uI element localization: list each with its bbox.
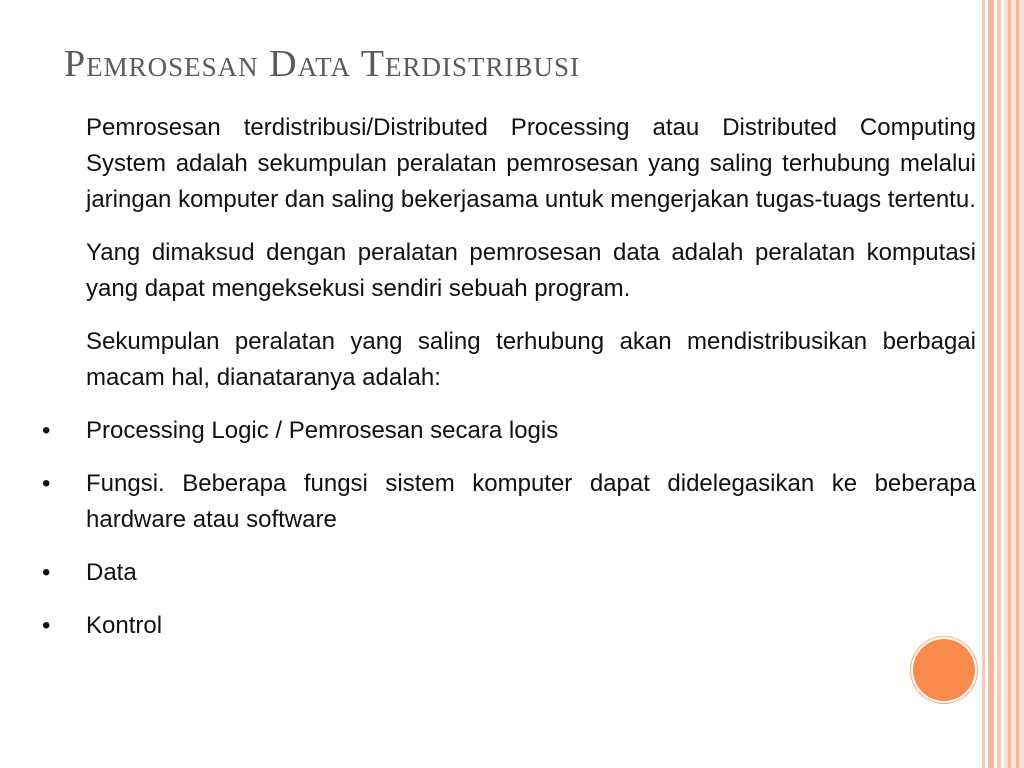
paragraph: Sekumpulan peralatan yang saling terhubung akan mendistribusikan berbagai macam hal, dianataranya adalah: [86,328,976,391]
decorative-stripe [1016,0,1019,768]
bullet-icon: • [42,417,51,444]
bullet-list [40,413,976,644]
bullet-item [40,555,976,591]
decorative-stripe [997,0,1001,768]
bullet-item [40,608,976,644]
bullet-text: Data [86,559,137,586]
slide-body [40,110,976,661]
slide-title: Pemrosesan Data Terdistribusi [64,43,580,85]
bullet-text: Kontrol [86,612,163,639]
bullet-icon: • [42,559,51,586]
bullet-text: Processing Logic / Pemrosesan secara logis [86,417,559,444]
paragraph: Pemrosesan terdistribusi/Distributed Processing atau Distributed Computing System adalah sekumpulan peralatan pemrosesan yang saling terhubung melalui jaringan komputer dan saling bekerjasama untuk mengerjakan tugas-tuags tertentu. [86,114,976,213]
decorative-stripe [988,0,994,768]
bullet-item [40,413,976,449]
paragraph: Yang dimaksud dengan peralatan pemrosesan data adalah peralatan komputasi yang dapat mengeksekusi sendiri sebuah program. [86,239,976,302]
bullet-item [40,466,976,538]
bullet-icon: • [42,470,51,497]
decorative-circle-icon [913,639,975,701]
bullet-icon: • [42,612,51,639]
decorative-stripe [1008,0,1011,768]
decorative-stripe [1004,0,1024,768]
decorative-stripe [982,0,985,768]
bullet-text: Fungsi. Beberapa fungsi sistem komputer dapat didelegasikan ke beberapa hardware atau software [86,470,976,533]
